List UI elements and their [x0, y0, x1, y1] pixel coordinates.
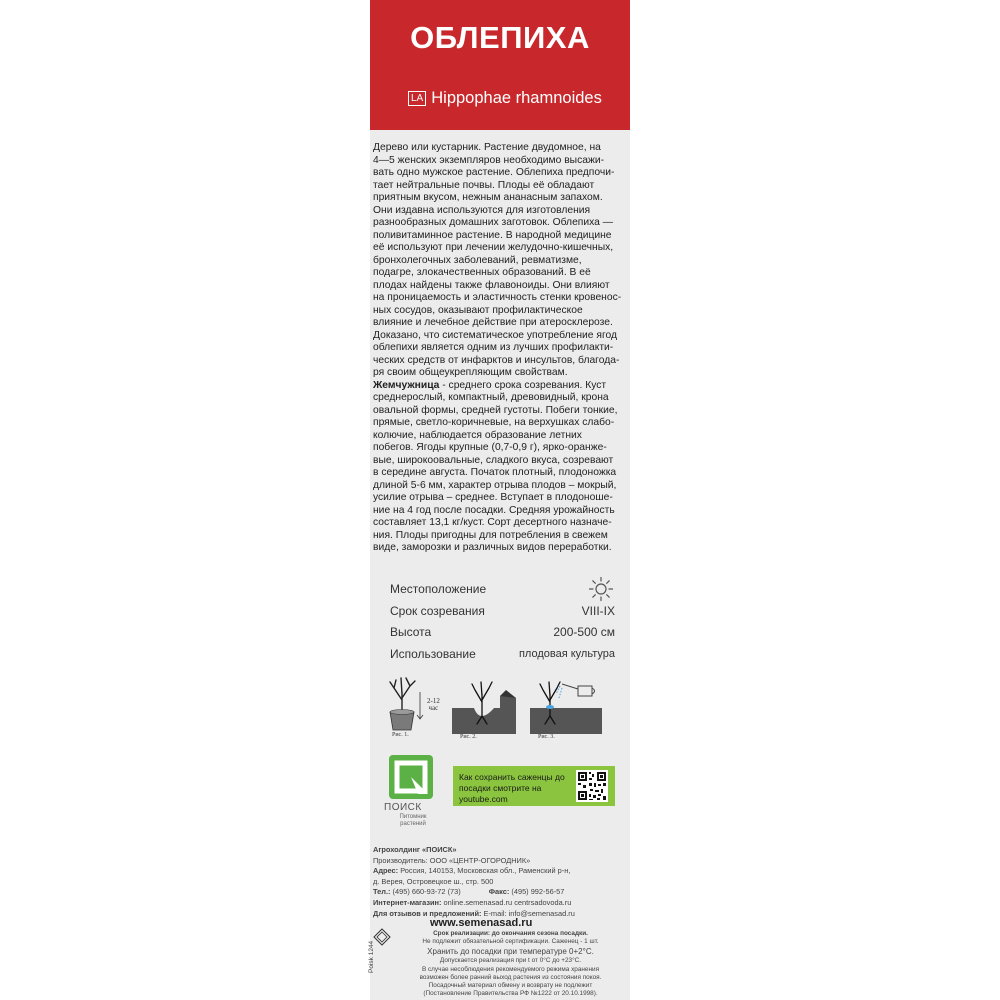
variety-line: в середине августа. Початок плотный, плодоножка — [373, 467, 617, 478]
caption-step-1: Рис. 1. — [392, 732, 409, 738]
soak-hours-value: 2-12 — [427, 697, 440, 705]
description-line: влияние и лечебное действие при атеросклерозе. — [373, 317, 613, 328]
video-promo-banner — [453, 766, 615, 806]
description-line: Они издавна используются для изготовления — [373, 204, 591, 216]
spec-row-usage — [390, 643, 615, 665]
producer-info — [373, 845, 623, 919]
description-line: её используют при лечении желудочно-кишечных, — [373, 242, 614, 253]
storage-notes — [398, 930, 623, 998]
description-line: бронхолегочных заболеваний, ревматизме, — [373, 254, 582, 266]
description-line: поливитаминное растение. В народной медицине — [373, 229, 612, 241]
description-line: приятным вкусом, нежным ананасным запахом. — [373, 192, 603, 203]
vertical-product-code: Poisk 1244 — [368, 940, 375, 973]
description-line: подагре, злокачественных образований. В её — [373, 267, 591, 278]
spec-label: Срок созревания — [390, 603, 485, 618]
seed-packet — [370, 0, 630, 1000]
latin-code-badge: LA — [408, 91, 426, 106]
specs-table — [390, 578, 615, 664]
latin-name-line — [408, 89, 602, 108]
spec-row-ripening — [390, 600, 615, 622]
note-line: (Постановление Правительства РФ №1222 от 20.10.1998). — [423, 990, 598, 998]
step-2-ground-pit — [452, 682, 516, 734]
variety-line: среднерослый, компактный, древовидный, крона — [373, 392, 609, 403]
variety-line: ние на 4 год после посадки. Средняя урожайность — [373, 504, 615, 516]
variety-line: прямые, светло-коричневые, на верхушках слабо- — [373, 417, 615, 428]
variety-line: составляет 13,1 кг/куст. Сорт десертного назначе- — [373, 517, 612, 528]
note-line: Посадочный материал обмену и возврату не подлежит — [428, 982, 593, 990]
spec-value: VIII-IX — [581, 603, 615, 618]
variety-line: вые, широкоовальные, сладкого вкуса, созревают — [373, 454, 614, 466]
poisk-logo — [388, 754, 434, 800]
description-line: вать одно мужское растение. Облепиха предпочи- — [373, 167, 615, 178]
spec-label: Высота — [390, 625, 432, 639]
description-line: плодах найдены также флавоноиды. Они влияют — [373, 279, 610, 291]
description-line: ных сосудов, оказывают профилактическое — [373, 304, 583, 316]
caption-step-3: Рис. 3. — [538, 734, 555, 740]
note-line: В случае несоблюдения рекомендуемого режима хранения — [421, 965, 600, 973]
sun-icon — [588, 576, 614, 602]
latin-name: Hippophae rhamnoides — [431, 89, 602, 107]
soak-hours — [427, 698, 440, 712]
variety-text — [373, 392, 623, 555]
phone-value: (495) 660-93-72 (73) — [390, 887, 461, 897]
caption-step-2: Рис. 2. — [460, 734, 477, 740]
address-label: Адрес: — [373, 866, 399, 876]
planting-steps — [382, 672, 622, 747]
note-line: Срок реализации: до окончания сезона посадки. — [433, 930, 588, 937]
address-value: Россия, 140153, Московская обл., Раменский р-н, — [398, 866, 571, 876]
holding-label: Агрохолдинг «ПОИСК» — [373, 845, 457, 854]
description-line: Доказано, что систематическое употребление ягод — [373, 329, 617, 341]
description-line: тает нейтральные почвы. Плоды её обладают — [373, 179, 595, 191]
soak-hours-unit: час — [428, 704, 439, 712]
description-line: 4—5 женских экземпляров необходимо высажи- — [373, 154, 605, 166]
feedback-email[interactable]: E-mail: info@semenasad.ru — [481, 908, 575, 918]
spec-value: плодовая культура — [518, 647, 615, 660]
description-line: Дерево или кустарник. Растение двудомное, на — [373, 142, 601, 153]
step-3-watering — [530, 682, 602, 734]
variety-line: колючие, наблюдается образование летних — [373, 429, 582, 441]
planting-steps-illustration — [382, 672, 622, 747]
description-line: разнообразных домашних заготовок. Облепиха — — [373, 217, 614, 228]
description-line: ря своим общеукрепляющим свойствам. — [373, 367, 568, 378]
variety-first-line: - среднего срока созревания. Куст — [439, 379, 607, 391]
variety-line: побегов. Ягоды крупные (0,7-0,9 г), ярко-оранже- — [373, 442, 607, 453]
address-line-2: д. Верея, Островецкое ш., стр. 500 — [373, 876, 494, 886]
spec-value: 200-500 см — [553, 625, 615, 639]
description-line: на проницаемость и эластичность стенки кровенос- — [373, 292, 622, 303]
title-band — [370, 0, 630, 130]
logo-subtitle-line-2: растений — [400, 821, 426, 827]
logo-name: ПОИСК — [384, 802, 422, 813]
logo-subtitle-line-1: Питомник — [399, 814, 427, 820]
logo-subtitle — [388, 814, 438, 828]
website-link[interactable]: www.semenasad.ru — [430, 917, 533, 929]
address-line — [373, 866, 623, 877]
producer-value: ООО «ЦЕНТР-ОГОРОДНИК» — [427, 855, 531, 865]
variety-line: ния. Плоды пригодны для потребления в свежем — [373, 529, 608, 541]
note-line: Хранить до посадки при температуре 0+2°С. — [427, 947, 594, 957]
description-line: ческих средств от инфарктов и инсультов, благода- — [373, 354, 620, 366]
variety-line: овальной формы, средней густоты. Побеги тонкие, — [373, 404, 618, 416]
variety-line: усилие отрыва – среднее. Вступает в плодоноше- — [373, 492, 613, 503]
variety-intro — [373, 380, 623, 393]
note-line: Не подлежит обязательной сертификации. Саженец - 1 шт. — [422, 938, 599, 946]
feedback-label: Для отзывов и предложений: — [373, 908, 482, 918]
holding-name — [373, 845, 623, 856]
spec-row-location — [390, 578, 615, 600]
phone-line — [373, 887, 623, 898]
variety-line: длиной 5-6 мм, характер отрыва плодов – мокрый, — [373, 479, 617, 491]
note-line: Допускается реализация при t от 0°С до +23°С. — [439, 957, 582, 965]
variety-line: виде, заморозки и различных видов переработки. — [373, 542, 612, 553]
shop-links[interactable]: online.semenasad.ru centrsadovoda.ru — [441, 897, 572, 907]
fax-label: Факс: — [488, 887, 510, 897]
producer-label: Производитель: — [373, 855, 428, 865]
spec-label: Использование — [390, 646, 476, 661]
shop-line — [373, 898, 623, 909]
description-line: облепихи является одним из лучших профилакти- — [373, 342, 614, 353]
promo-text: Как сохранить саженцы до посадки смотрите на youtube.com — [459, 772, 565, 804]
spec-row-height — [390, 621, 615, 643]
shop-label: Интернет-магазин: — [373, 897, 442, 907]
variety-name: Жемчужница — [373, 379, 440, 391]
phone-label: Тел.: — [373, 887, 391, 897]
description — [373, 118, 623, 555]
qr-code-icon[interactable] — [576, 770, 608, 802]
description-text — [373, 142, 623, 380]
producer-line — [373, 856, 623, 867]
note-line: возможен более ранний выход растения из состояния покоя. — [419, 973, 602, 981]
certification-diamond-icon — [373, 928, 391, 946]
spec-label: Местоположение — [390, 582, 487, 596]
fax-value: (495) 992-56-57 — [509, 887, 565, 897]
product-title: ОБЛЕПИХА — [410, 20, 590, 55]
